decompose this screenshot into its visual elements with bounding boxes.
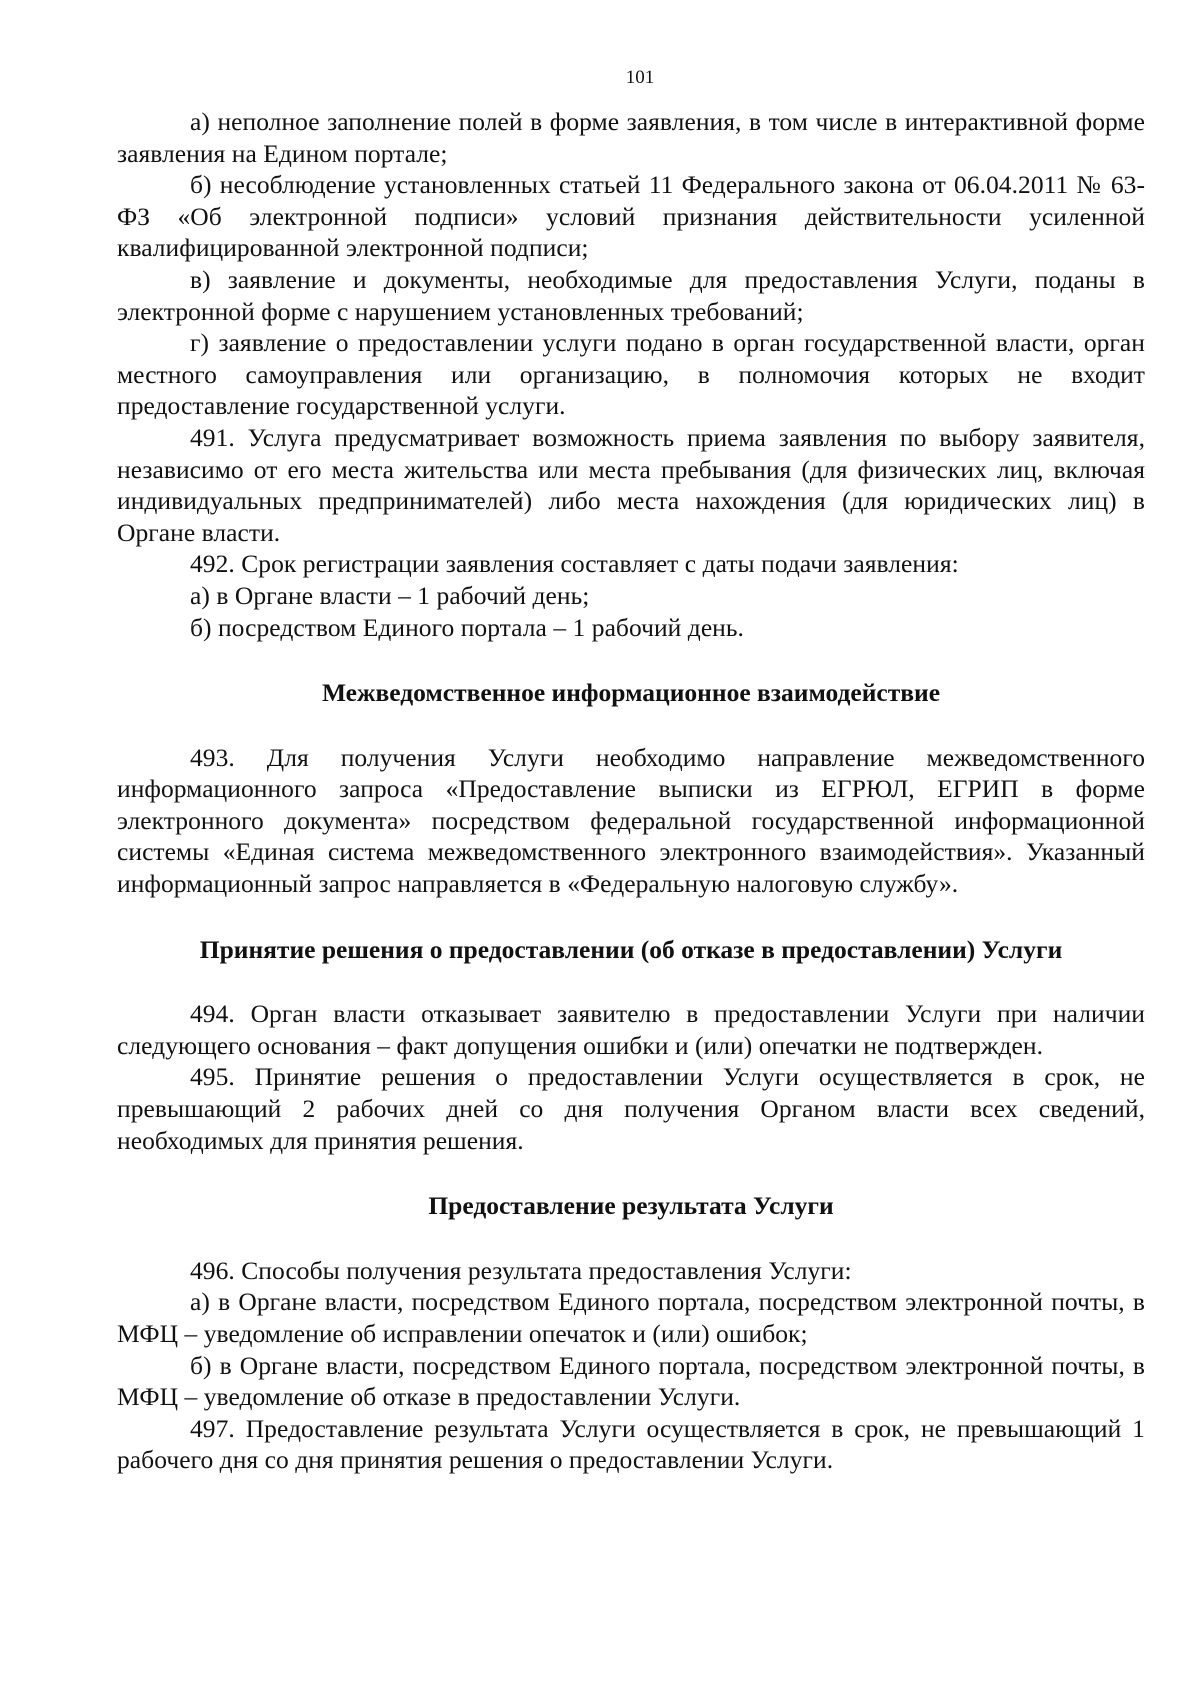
paragraph-497: 497. Предоставление результата Услуги осуществляется в срок, не превышающий 1 рабочего дня со дня принятия решения о предоставлении Услуги. <box>117 1413 1145 1475</box>
page-number: 101 <box>625 67 655 88</box>
paragraph-item-a-incomplete-fields: а) неполное заполнение полей в форме заявления, в том числе в интерактивной форме заявления на Едином портале; <box>117 107 1145 168</box>
paragraph-item-g-wrong-authority: г) заявление о предоставлении услуги подано в орган государственной власти, орган местного самоуправления или организацию, в полномочия которых не входит предоставление государственной услуги. <box>117 328 1145 421</box>
paragraph-496: 496. Способы получения результата предоставления Услуги: <box>190 1255 852 1285</box>
paragraph-491: 491. Услуга предусматривает возможность приема заявления по выбору заявителя, независимо от его места жительства или места пребывания (для физических лиц, включая индивидуальных предпринимателей) либо места нахождения (для юридических лиц) в Органе власти. <box>117 422 1145 547</box>
section-heading-decision: Принятие решения о предоставлении (об отказе в предоставлении) Услуги <box>199 934 1063 964</box>
paragraph-496-item-b: б) в Органе власти, посредством Единого портала, посредством электронной почты, в МФЦ – уведомление об отказе в предоставлении Услуги. <box>117 1350 1145 1412</box>
paragraph-494: 494. Орган власти отказывает заявителю в предоставлении Услуги при наличии следующего основания – факт допущения ошибки и (или) опечатки не подтвержден. <box>117 999 1145 1060</box>
paragraph-492-item-b: б) посредством Единого портала – 1 рабочий день. <box>190 612 744 642</box>
paragraph-item-v-documents-violation: в) заявление и документы, необходимые для предоставления Услуги, поданы в электронной форме с нарушением установленных требований; <box>117 264 1145 326</box>
paragraph-496-item-a: а) в Органе власти, посредством Единого портала, посредством электронной почты, в МФЦ – уведомление об исправлении опечаток и (или) ошибок; <box>117 1287 1145 1348</box>
section-heading-result: Предоставление результата Услуги <box>428 1191 834 1221</box>
section-heading-interagency: Межведомственное информационное взаимодействие <box>321 678 941 708</box>
paragraph-item-b-signature-conditions: б) несоблюдение установленных статьей 11 Федерального закона от 06.04.2011 № 63-ФЗ «Об электронной подписи» условий признания действительности усиленной квалифицированной электронной подписи; <box>117 170 1145 263</box>
paragraph-492: 492. Срок регистрации заявления составляет с даты подачи заявления: <box>190 549 959 579</box>
paragraph-493: 493. Для получения Услуги необходимо направление межведомственного информационного запроса «Предоставление выписки из ЕГРЮЛ, ЕГРИП в форме электронного документа» посредством федеральной государственной информационной системы «Единая система межведомственного электронного взаимодействия». Указанный информационный запрос направляется в «Федеральную налоговую службу». <box>117 742 1145 899</box>
paragraph-495: 495. Принятие решения о предоставлении Услуги осуществляется в срок, не превышающий 2 рабочих дней со дня получения Органом власти всех сведений, необходимых для принятия решения. <box>117 1062 1145 1155</box>
paragraph-492-item-a: а) в Органе власти – 1 рабочий день; <box>190 580 590 610</box>
